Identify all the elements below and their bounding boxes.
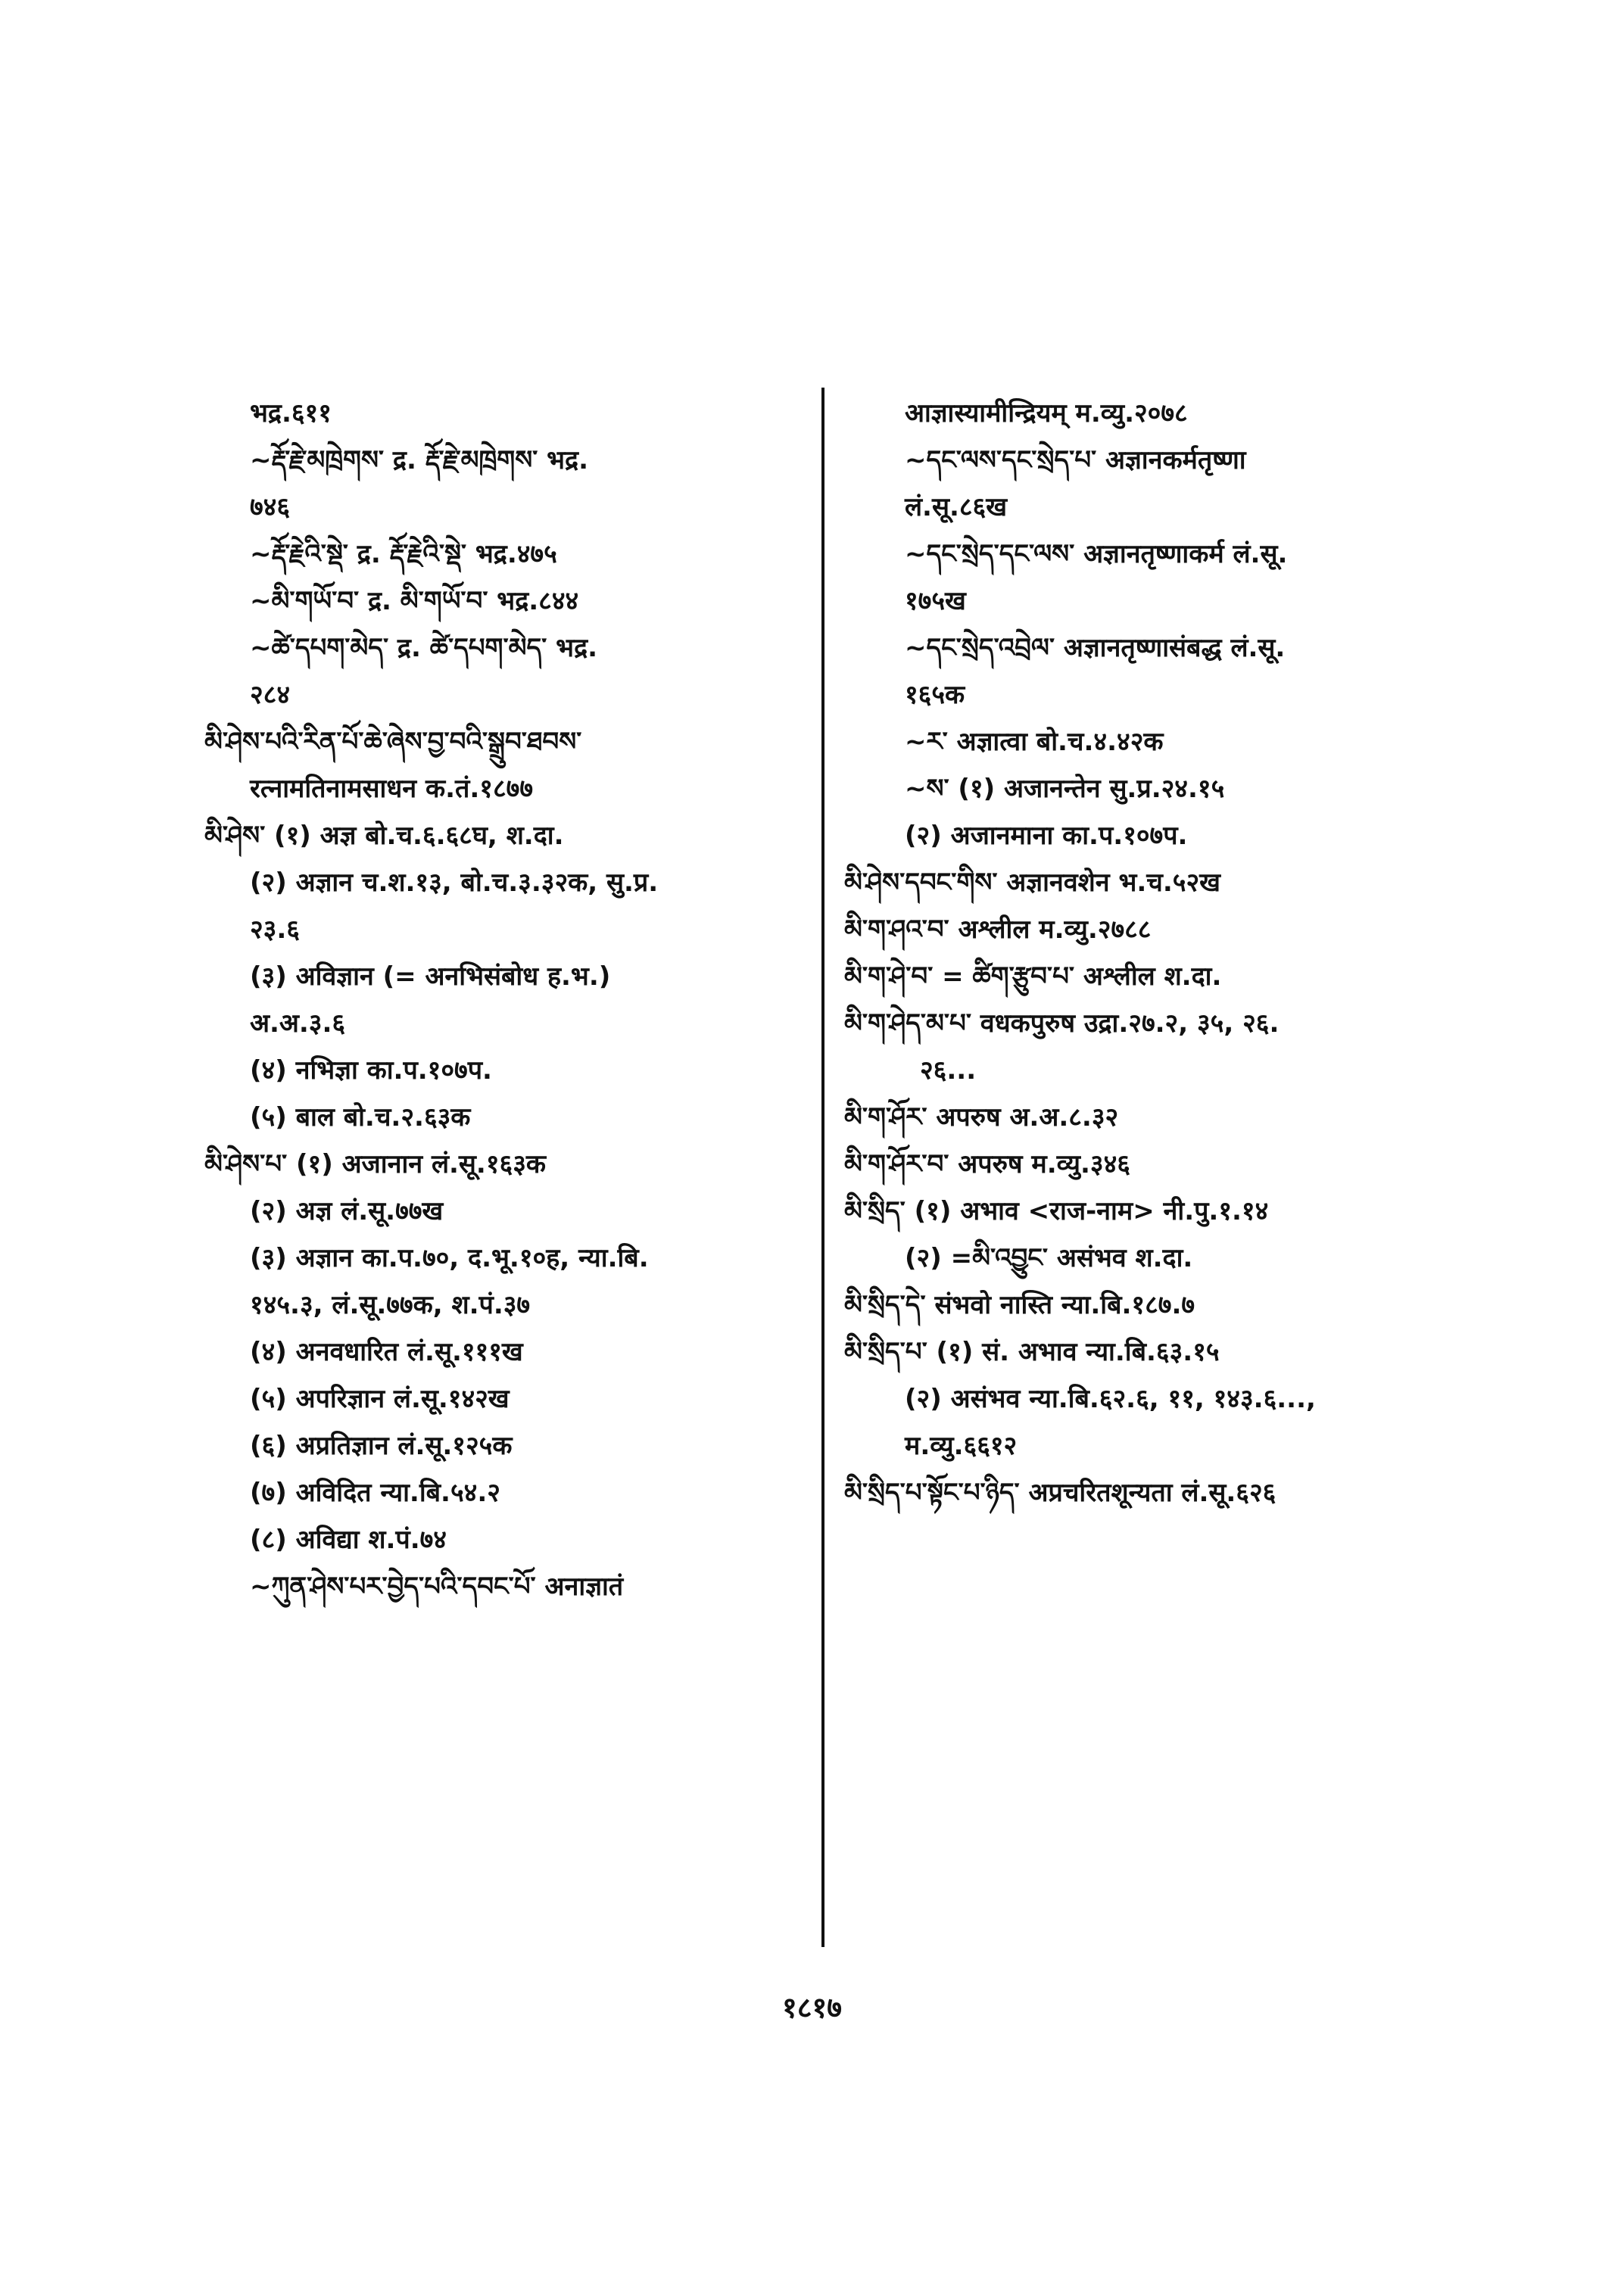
- dictionary-line: མི་ག་ཤའ་བ་ अश्लील म.व्यु.२७८८: [844, 914, 1152, 945]
- dictionary-line: མི་ཤེས་དབང་གིས་ अज्ञानवशेन भ.च.५२ख: [844, 868, 1220, 898]
- dictionary-line: (२) असंभव न्या.बि.६२.६, ११, १४३.६...,: [905, 1384, 1316, 1414]
- dictionary-line: མི་སྲིད་དེ་ संभवो नास्ति न्या.बि.१८७.७: [844, 1290, 1195, 1320]
- dictionary-line: लं.सू.८६ख: [905, 492, 1008, 522]
- dictionary-line: अ.अ.३.६: [250, 1008, 346, 1039]
- dictionary-line: (५) बाल बो.च.२.६३क: [250, 1102, 471, 1132]
- dictionary-line: (३) अज्ञान का.प.७०, द.भू.१०ह, न्या.बि.: [250, 1243, 649, 1273]
- dictionary-line: ७४६: [250, 492, 291, 522]
- dictionary-line: ~དང་སྲེད་འབྲེལ་ अज्ञानतृष्णासंबद्ध लं.सू.: [905, 633, 1286, 663]
- dictionary-line: མི་ཤེས་ (१) अज्ञ बो.च.६.६८घ, श.दा.: [204, 821, 564, 851]
- dictionary-line: མི་ག་ཤེད་མ་པ་ वधकपुरुष उद्रा.२७.२, ३५, २६.: [844, 1008, 1280, 1039]
- dictionary-line: ~ས་ (१) अजानन्तेन सु.प्र.२४.१५: [905, 774, 1225, 804]
- dictionary-line: (८) अविद्या श.पं.७४: [250, 1525, 447, 1555]
- dictionary-line: आज्ञास्यामीन्द्रियम् म.व्यु.२०७८: [905, 398, 1188, 428]
- left-column: [204, 390, 810, 1610]
- dictionary-line: (५) अपरिज्ञान लं.सू.१४२ख: [250, 1384, 510, 1414]
- dictionary-line: ~དང་སྲེད་དང་ལས་ अज्ञानतृष्णाकर्म लं.सू.: [905, 539, 1288, 569]
- dictionary-line: མི་ཤེས་པ་ (१) अजानान लं.सू.१६३क: [204, 1149, 546, 1179]
- dictionary-line: (२) अजानमाना का.प.१०७प.: [905, 821, 1188, 851]
- dictionary-line: མི་སྲིད་པ་ (१) सं. अभाव न्या.बि.६३.१५: [844, 1337, 1220, 1367]
- dictionary-line: भद्र.६११: [250, 398, 332, 428]
- dictionary-line: १७५ख: [905, 586, 966, 616]
- dictionary-line: ~རྡོ་རྗེ་མཁྲེགས་ द्र. རྡོ་རྗེ་མཁྲེགས་ भद्र.: [250, 445, 589, 475]
- dictionary-line: (३) अविज्ञान (= अनभिसंबोध ह.भ.): [250, 961, 611, 992]
- dictionary-line: २६...: [920, 1055, 977, 1086]
- dictionary-line: (४) अनवधारित लं.सू.१११ख: [250, 1337, 523, 1367]
- dictionary-line: म.व्यु.६६१२: [905, 1431, 1018, 1461]
- dictionary-line: མི་སྲིད་ (१) अभाव <राज-नाम> नी.पु.१.१४: [844, 1196, 1269, 1226]
- dictionary-line: २३.६: [250, 914, 300, 945]
- dictionary-line: ~ར་ अज्ञात्वा बो.च.४.४२क: [905, 727, 1164, 757]
- dictionary-line: रत्नामतिनामसाधन क.तं.१८७७: [250, 774, 533, 804]
- right-column: [844, 390, 1480, 1516]
- dictionary-line: མི་ག་ཤེ་བ་ = ཚིག་རྩུབ་པ་ अश्लील श.दा.: [844, 961, 1222, 992]
- dictionary-line: ~ཀུན་ཤེས་པར་བྱེད་པའི་དབང་པོ་ अनाज्ञातं: [250, 1572, 624, 1602]
- dictionary-line: ~དང་ལས་དང་སྲེད་པ་ अज्ञानकर्मतृष्णा: [905, 445, 1246, 475]
- dictionary-line: ~རྡོ་རྗེའི་སྡེ་ द्र. རྡོ་རྗེའི་སྡེ་ भद्र.४७५: [250, 539, 557, 569]
- dictionary-line: མི་སྲིད་པ་སྟོང་པ་ཉིད་ अप्रचरितशून्यता लं.सू.६२६: [844, 1478, 1276, 1508]
- dictionary-line: १४५.३, लं.सू.७७क, श.पं.३७: [250, 1290, 531, 1320]
- dictionary-line: ~ཚེ་དཔག་མེད་ द्र. ཚེ་དཔག་མེད་ भद्र.: [250, 633, 598, 663]
- dictionary-line: (२) अज्ञान च.श.१३, बो.च.३.३२क, सु.प्र.: [250, 868, 659, 898]
- dictionary-line: २८४: [250, 680, 291, 710]
- dictionary-line: (६) अप्रतिज्ञान लं.सू.१२५क: [250, 1431, 513, 1461]
- page-number: १८१७: [781, 1991, 843, 2024]
- dictionary-line: མི་ཤེས་པའི་རིན་པོ་ཆེ་ཞེས་བྱ་བའི་སྒྲུབ་ཐབས་: [204, 727, 582, 757]
- dictionary-line: མི་ག་ཤོར་ अपरुष अ.अ.८.३२: [844, 1102, 1119, 1132]
- dictionary-line: མི་ག་ཤོར་བ་ अपरुष म.व्यु.३४६: [844, 1149, 1130, 1179]
- dictionary-line: (२) अज्ञ लं.सू.७७ख: [250, 1196, 444, 1226]
- dictionary-line: (७) अविदित न्या.बि.५४.२: [250, 1478, 500, 1508]
- dictionary-line: ~མི་གཡོ་བ་ द्र. མི་གཡོ་བ་ भद्र.८४४: [250, 586, 579, 616]
- dictionary-line: १६५क: [905, 680, 965, 710]
- dictionary-line: (२) =མི་འབྱུང་ असंभव श.दा.: [905, 1243, 1193, 1273]
- dictionary-line: (४) नभिज्ञा का.प.१०७प.: [250, 1055, 492, 1086]
- column-divider: [821, 388, 824, 1947]
